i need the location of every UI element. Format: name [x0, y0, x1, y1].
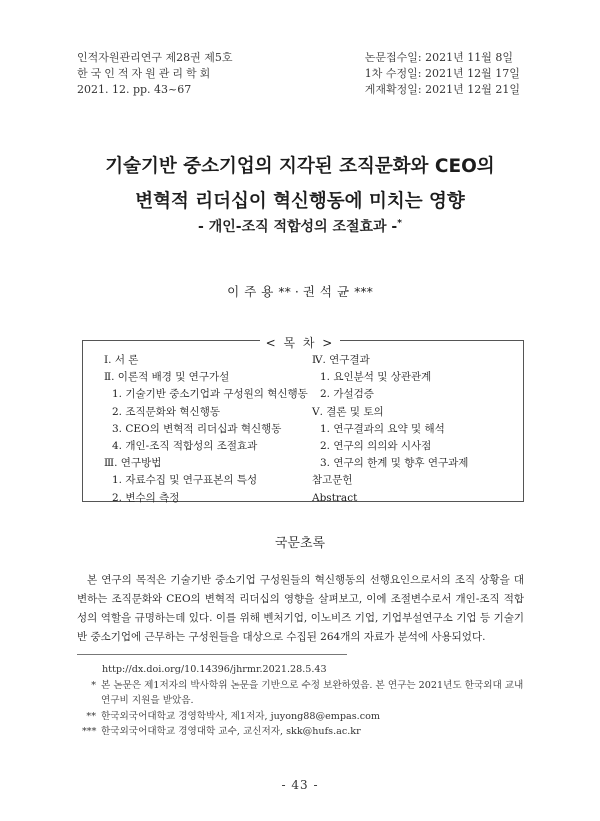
toc-item: 2. 변수의 측정: [112, 491, 180, 504]
toc-item: Ⅱ. 이론적 배경 및 연구가설: [104, 371, 230, 384]
toc-right-column: [312, 352, 468, 507]
toc-item: 참고문헌: [312, 474, 353, 487]
toc-item: Abstract: [312, 491, 358, 504]
footnote: [82, 709, 524, 725]
society-name: 한국인적자원관리학회: [77, 67, 214, 80]
toc-item: 2. 가설검증: [320, 388, 374, 401]
author-1-name: 이주용: [227, 284, 279, 299]
toc-item: 1. 기술기반 중소기업과 구성원의 혁신행동: [112, 388, 308, 401]
journal-issue-pages: 2021. 12. pp. 43~67: [77, 83, 192, 96]
toc-item: 3. CEO의 변혁적 리더십과 혁신행동: [112, 422, 282, 435]
toc-item: 3. 연구의 한계 및 향후 연구과제: [320, 457, 469, 470]
footnote-text: 한국외국어대학교 경영학박사, 제1저자, juyong88@empas.com: [101, 710, 380, 722]
subtitle-footnote-mark: *: [397, 218, 402, 229]
doi-text[interactable]: http://dx.doi.org/10.14396/jhrmr.2021.28.5.43: [102, 664, 327, 675]
footnote-text: 한국외국어대학교 경영대학 교수, 교신저자, skk@hufs.ac.kr: [101, 726, 361, 738]
footnote-divider: [77, 654, 347, 655]
paper-title-line-2: 변혁적 리더십이 혁신행동에 미치는 영향: [135, 191, 465, 212]
toc-item: 2. 조직문화와 혁신행동: [112, 405, 220, 418]
paper-title-line-1: 기술기반 중소기업의 지각된 조직문화와 CEO의: [105, 156, 495, 177]
footnotes: [82, 662, 524, 740]
accepted-date: 게재확정일: 2021년 12월 21일: [364, 83, 520, 96]
authors: [0, 282, 600, 300]
author-2-name: 권석균: [302, 284, 355, 299]
toc-item: 1. 요인분석 및 상관관계: [320, 371, 432, 384]
toc-item: Ⅴ. 결론 및 토의: [312, 405, 384, 418]
footnote: [82, 724, 524, 740]
toc-item: 1. 연구결과의 요약 및 해석: [320, 422, 445, 435]
toc-heading: [0, 332, 600, 351]
footnote-mark: *: [91, 679, 96, 691]
footnote-text: 본 논문은 제1저자의 박사학위 논문을 기반으로 수정 보완하였음. 본 연구는 2021년도 한국외대 교내연구비 지원을 받았음.: [101, 679, 524, 707]
submission-dates: [365, 50, 520, 98]
paper-subtitle: [0, 216, 600, 236]
received-date: 논문접수일: 2021년 11월 8일: [364, 51, 513, 64]
page-number: - 43 -: [281, 778, 319, 792]
toc-heading-text: < 목 차 >: [260, 336, 341, 350]
footnote-mark: ***: [82, 726, 97, 738]
toc-item: Ⅲ. 연구방법: [104, 457, 162, 470]
author-separator: ·: [294, 284, 299, 299]
toc-item: 4. 개인-조직 적합성의 조절효과: [112, 439, 258, 452]
doi-link[interactable]: [82, 662, 524, 678]
footnote: [82, 678, 524, 709]
toc-left-column: [104, 352, 308, 507]
author-2-mark: ***: [354, 284, 373, 299]
abstract-text: 본 연구의 목적은 기술기반 중소기업 구성원들의 혁신행동의 선행요인으로서의 조직 상황을 대변하는 조직문화와 CEO의 변혁적 리더십의 영향을 살펴보고, 이에 조절변수로서 개인-조직 적합성의 역할을 규명하는데 있다. 이를 위해 벤처기업, 이노비즈 기업, 기업부설연구소 기업 등 기술기반 중소기업에 근무하는 구성원들을 대상으로 수집된 264개의 자료가 분석에 사용되었다.: [77, 574, 524, 643]
abstract-body: [77, 571, 524, 647]
toc-item: 2. 연구의 의의와 시사점: [320, 439, 432, 452]
subtitle-text: - 개인-조직 적합성의 조절효과 -: [198, 219, 398, 235]
toc-item: Ⅳ. 연구결과: [312, 354, 370, 366]
toc-item: Ⅰ. 서 론: [104, 354, 139, 366]
revised-date: 1차 수정일: 2021년 12월 17일: [364, 67, 520, 80]
journal-name: 인적자원관리연구 제28권 제5호: [77, 51, 233, 64]
journal-info: [77, 50, 233, 98]
footnote-mark: **: [86, 710, 96, 722]
author-1-mark: **: [278, 284, 291, 299]
abstract-heading: 국문초록: [274, 536, 326, 551]
toc-item: 1. 자료수집 및 연구표본의 특성: [112, 474, 258, 487]
